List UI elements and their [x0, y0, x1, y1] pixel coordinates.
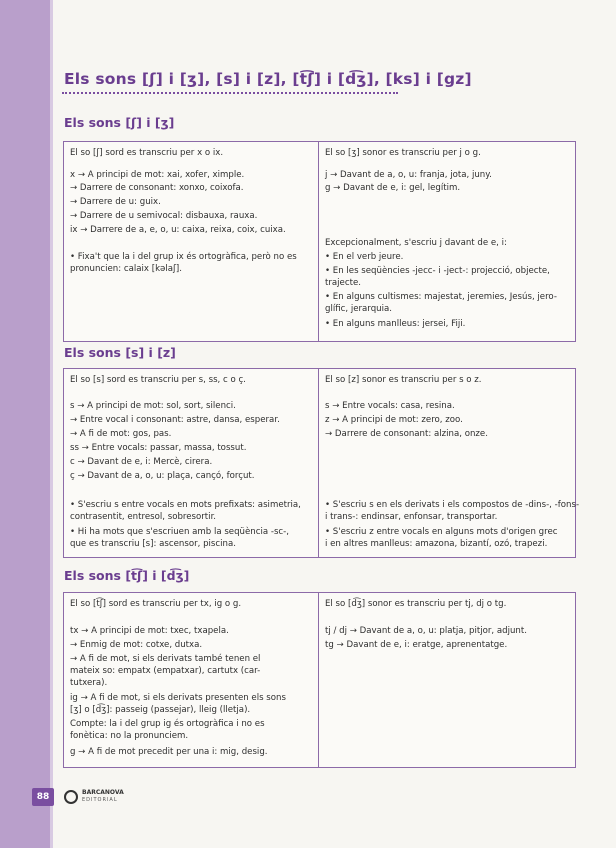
right-column — [325, 593, 571, 767]
rule-line: tx → A principi de mot: txec, txapela. — [70, 626, 229, 636]
rule-line: tj / dj → Davant de a, o, u: platja, pitjor, adjunt. — [325, 626, 527, 636]
rule-line: → Darrere de consonant: xonxo, coixofa. — [70, 183, 244, 193]
rule-line: c → Davant de e, i: Mercè, cirera. — [70, 457, 213, 467]
page-number: 88 — [32, 788, 54, 806]
note-line: • S'escriu s en els derivats i els compostos de -dins-, -fons- — [325, 500, 580, 510]
section-heading-tsh-dzh: Els sons [t͡ʃ] i [d͡ʒ] — [64, 568, 190, 583]
rule-line: s → A principi de mot: sol, sort, silenci. — [70, 401, 236, 411]
rule-line: → Darrere de u: guix. — [70, 197, 161, 207]
note-line: Excepcionalment, s'escriu j davant de e, i: — [325, 238, 507, 248]
rule-line: s → Entre vocals: casa, resina. — [325, 401, 455, 411]
note-line: i trans-: endinsar, enfonsar, transportar. — [325, 512, 498, 522]
note-line: i en altres manlleus: amazona, bizantí, ozó, trapezi. — [325, 539, 548, 549]
note-line: • En les seqüències -jecc- i -ject-: projecció, objecte, — [325, 266, 550, 276]
rule-line: → Entre vocal i consonant: astre, dansa, esperar. — [70, 415, 280, 425]
right-column — [325, 369, 580, 557]
rules-box-tsh-dzh — [63, 592, 576, 768]
rules-box-sh-zh — [63, 141, 576, 342]
rule-line: ix → Darrere de a, e, o, u: caixa, reixa, coix, cuixa. — [70, 225, 286, 235]
rule-line: ig → A fi de mot, si els derivats presenten els sons — [70, 693, 286, 703]
left-column — [70, 142, 316, 341]
note-line: contrasentit, entresol, sobresortir. — [70, 512, 217, 522]
rule-line: El so [s] sord es transcriu per s, ss, c o ç. — [70, 375, 246, 385]
rule-line: → A fi de mot, si els derivats també tenen el — [70, 654, 261, 664]
rule-line: → Darrere de u semivocal: disbauxa, rauxa. — [70, 211, 258, 221]
publisher-name: BARCANOVA — [82, 789, 124, 796]
rule-line: → Enmig de mot: cotxe, dutxa. — [70, 640, 203, 650]
column-divider — [318, 593, 319, 767]
rule-line: j → Davant de a, o, u: franja, jota, juny. — [325, 170, 492, 180]
rules-box-s-z — [63, 368, 580, 558]
note-line: • En alguns cultismes: majestat, jeremies, Jesús, jero- — [325, 292, 557, 302]
rule-line: El so [ʃ] sord es transcriu per x o ix. — [70, 148, 224, 158]
rule-line: fonètica: no la pronunciem. — [70, 731, 189, 741]
rule-line: g → A fi de mot precedit per una i: mig, desig. — [70, 747, 268, 757]
rule-line: mateix so: empatx (empatxar), cartutx (car- — [70, 666, 261, 676]
rule-line: x → A principi de mot: xai, xofer, ximple. — [70, 170, 245, 180]
note-line: glífic, jerarquia. — [325, 304, 392, 314]
note-line: que es transcriu [s]: ascensor, piscina. — [70, 539, 236, 549]
rule-line: El so [ʒ] sonor es transcriu per j o g. — [325, 148, 481, 158]
title-underline — [62, 92, 398, 94]
publisher-logo-icon — [64, 790, 78, 804]
rule-line: g → Davant de e, i: gel, legítim. — [325, 183, 461, 193]
section-heading-s-z: Els sons [s] i [z] — [64, 345, 176, 360]
note-line: • Hi ha mots que s'escriuen amb la seqüència -sc-, — [70, 527, 289, 537]
section-heading-sh-zh: Els sons [ʃ] i [ʒ] — [64, 115, 175, 130]
rule-line: tg → Davant de e, i: eratge, aprenentatge. — [325, 640, 508, 650]
rule-line: → A fi de mot: gos, pas. — [70, 429, 172, 439]
rule-line: El so [d͡ʒ] sonor es transcriu per tj, dj o tg. — [325, 599, 507, 609]
rule-line: ç → Davant de a, o, u: plaça, cançó, forçut. — [70, 471, 255, 481]
sidebar-band — [0, 0, 50, 848]
note-line: • En el verb jeure. — [325, 252, 404, 262]
note-line: • S'escriu z entre vocals en alguns mots d'origen grec — [325, 527, 558, 537]
left-column — [70, 593, 316, 767]
right-column — [325, 142, 571, 341]
note-line: pronuncien: calaix [kəlaʃ]. — [70, 264, 182, 274]
column-divider — [318, 142, 319, 341]
rule-line: [ʒ] o [d͡ʒ]: passeig (passejar), lleig (lletja). — [70, 705, 251, 715]
column-divider — [318, 369, 319, 557]
rule-line: tutxera). — [70, 678, 108, 688]
page-title: Els sons [ʃ] i [ʒ], [s] i [z], [t͡ʃ] i [d͡ʒ], [ks] i [gz] — [64, 70, 472, 88]
rule-line: z → A principi de mot: zero, zoo. — [325, 415, 463, 425]
left-column — [70, 369, 316, 557]
publisher-subtitle: EDITORIAL — [82, 797, 118, 803]
note-line: • S'escriu s entre vocals en mots prefixats: asimetria, — [70, 500, 301, 510]
rule-line: El so [z] sonor es transcriu per s o z. — [325, 375, 482, 385]
note-line: • En alguns manlleus: jersei, Fiji. — [325, 319, 466, 329]
rule-line: ss → Entre vocals: passar, massa, tossut. — [70, 443, 247, 453]
note-line: • Fixa't que la i del grup ix és ortogràfica, però no es — [70, 252, 297, 262]
rule-line: → Darrere de consonant: alzina, onze. — [325, 429, 488, 439]
note-line: trajecte. — [325, 278, 361, 288]
rule-line: El so [t͡ʃ] sord es transcriu per tx, ig o g. — [70, 599, 242, 609]
rule-line: Compte: la i del grup ig és ortogràfica i no es — [70, 719, 265, 729]
